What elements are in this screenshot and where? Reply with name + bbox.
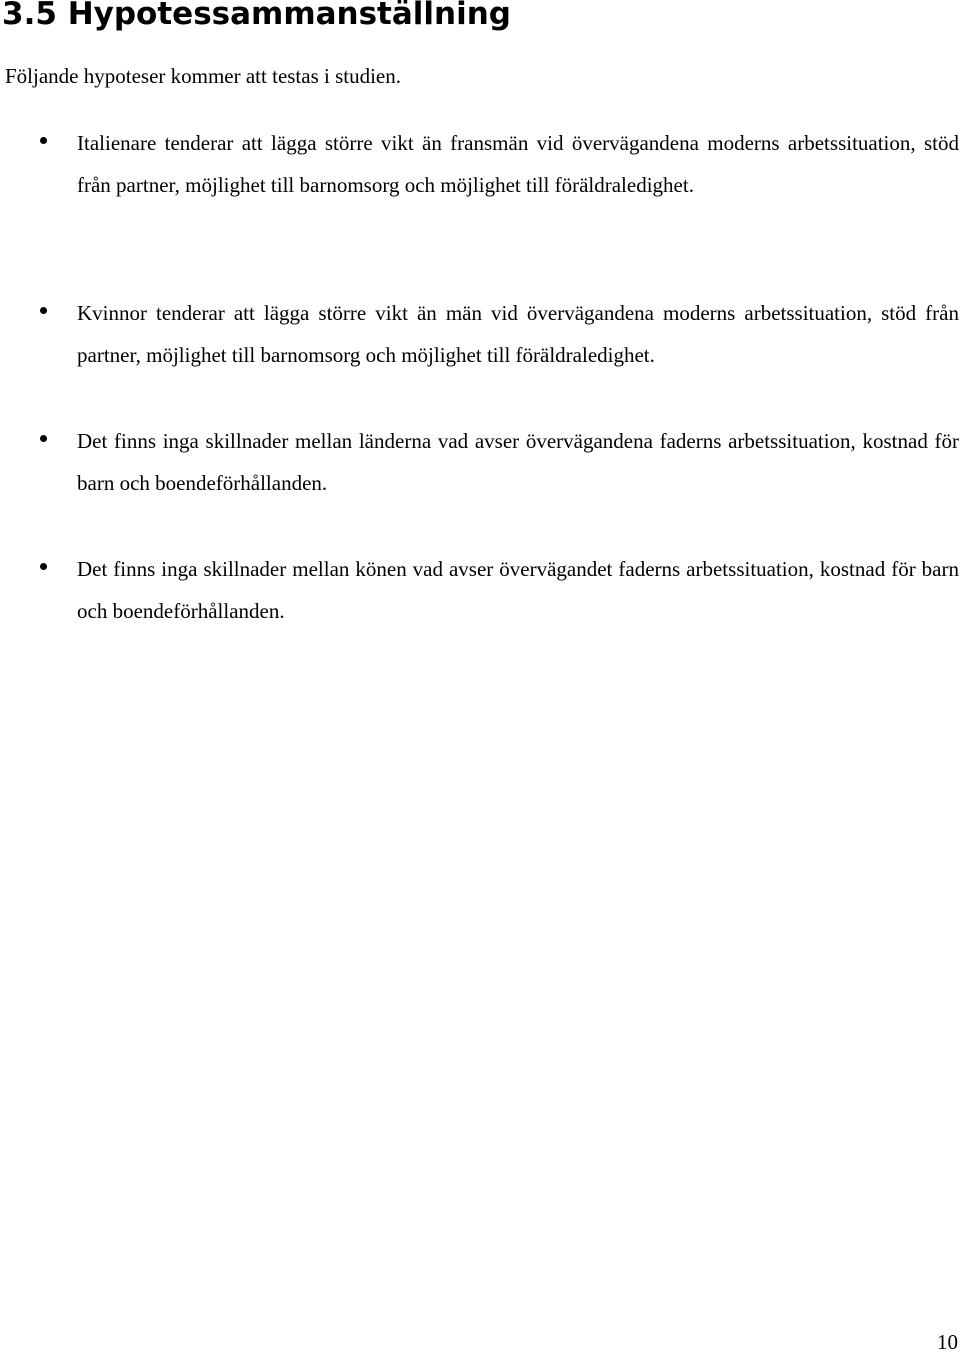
bullet-icon [40,307,47,314]
bullet-icon [40,563,47,570]
bullet-icon [40,435,47,442]
section-heading: 3.5 Hypotessammanställning [2,0,512,32]
page-number: 10 [937,1330,958,1354]
bullet-icon [40,137,47,144]
hypothesis-text: Det finns inga skillnader mellan könen vad avser övervägandet faderns arbetssituation, kostnad för barn och boendeförhållanden. [77,557,959,623]
hypothesis-text: Det finns inga skillnader mellan länderna vad avser övervägandena faderns arbetssituation, kostnad för barn och boendeförhållanden. [77,429,959,495]
hypothesis-text: Italienare tenderar att lägga större vikt än fransmän vid övervägandena moderns arbetssituation, stöd från partner, möjlighet till barnomsorg och möjlighet till föräldraledighet. [77,131,959,197]
intro-paragraph: Följande hypoteser kommer att testas i studien. [5,64,402,88]
hypothesis-text: Kvinnor tenderar att lägga större vikt än män vid övervägandena moderns arbetssituation, stöd från partner, möjlighet till barnomsorg och möjlighet till föräldraledighet. [77,301,959,367]
